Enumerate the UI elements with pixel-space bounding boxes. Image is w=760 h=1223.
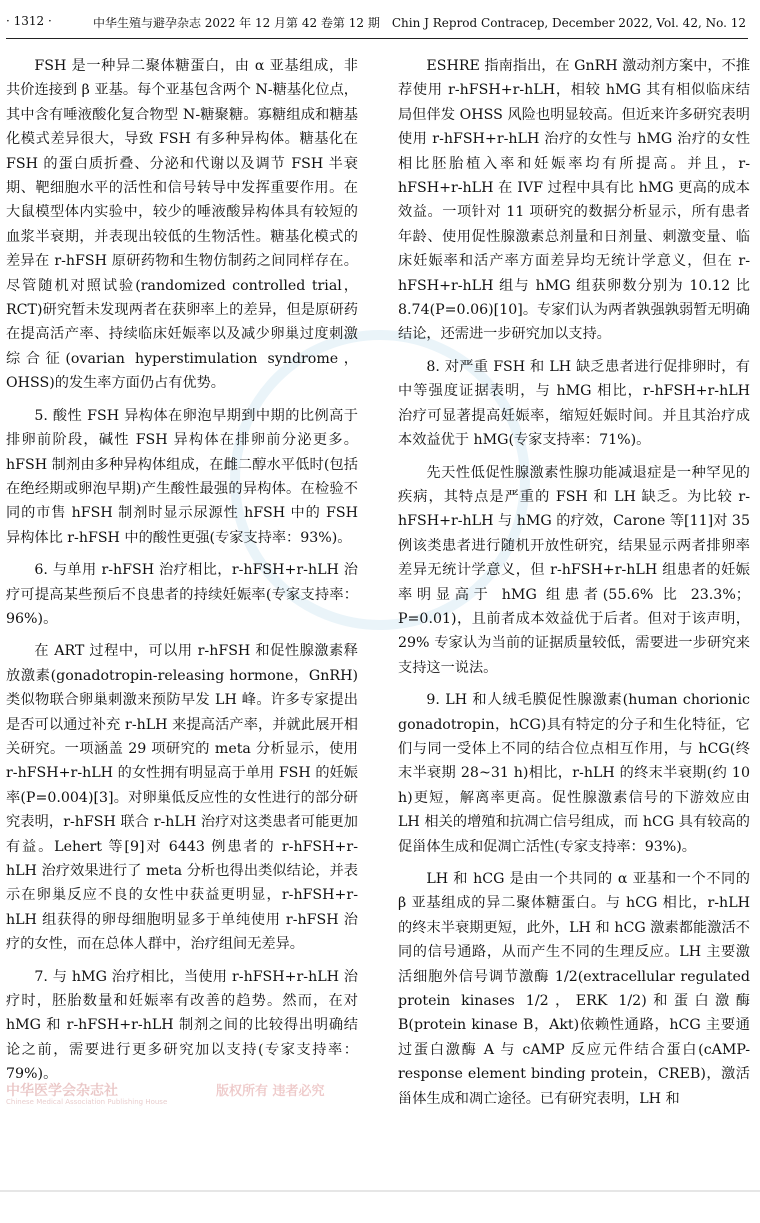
paragraph: 5. 酸性 FSH 异构体在卵泡早期到中期的比例高于排卵前阶段，碱性 FSH 异构体在排卵前分泌更多。hFSH 制剂由多种异构体组成，在雌二醇水平低时(包括在绝经期或卵泡早期)产生酸性最强的异构体。在检验不同的市售 hFSH 制剂时显示尿源性 hFSH 中的 FSH 异构体比 r-hFSH 中的酸性更强(专家支持率：93%)。 — [6, 407, 358, 546]
paragraph: 7. 与 hMG 治疗相比，当使用 r-hFSH+r-hLH 治疗时，胚胎数量和妊娠率有改善的趋势。然而，在对 hMG 和 r-hFSH+r-hLH 制剂之间的比较得出明确结论之前，需要进行更多研究加以支持(专家支持率：79%)。 — [6, 968, 358, 1083]
left-column — [6, 54, 358, 1087]
paragraph: ESHRE 指南指出，在 GnRH 激动剂方案中，不推荐使用 r-hFSH+r-hLH，相较 hMG 其有相似临床结局但伴发 OHSS 风险也明显较高。但近来许多研究表明使用 r-hFSH+r-hLH 治疗的女性与 hMG 治疗的女性相比胚胎植入率和妊娠率均有所提高。并且，r-hFSH+r-hLH 在 IVF 过程中具有比 hMG 更高的成本效益。一项针对 11 项研究的数据分析显示，所有患者年龄、使用促性腺激素总剂量和日剂量、刺激变量、临床妊娠率和活产率方面差异均无统计学意义，但在 r-hFSH+r-hLH 组与 hMG 组获卵数分别为 10.12 比 8.74(P=0.06)[10]。专家们认为两者孰强孰弱暂无明确结论，还需进一步研究加以支持。 — [398, 58, 750, 343]
paragraph: 8. 对严重 FSH 和 LH 缺乏患者进行促排卵时，有中等强度证据表明，与 hMG 相比，r-hFSH+r-hLH 治疗可显著提高妊娠率，缩短妊娠时间。并且其治疗成本效益优于 hMG(专家支持率：71%)。 — [398, 358, 750, 449]
paragraph: 6. 与单用 r-hFSH 治疗相比，r-hFSH+r-hLH 治疗可提高某些预后不良患者的持续妊娠率(专家支持率：96%)。 — [6, 562, 358, 627]
publisher-logo — [6, 1078, 336, 1108]
paragraph: 9. LH 和人绒毛膜促性腺激素(human chorionic gonadotropin，hCG)具有特定的分子和生化特征，它们与同一受体上不同的结合位点相互作用，与 hCG(终末半衰期 28~31 h)相比，r-hLH 的终末半衰期(约 10 h)更短，解离率更高。促性腺激素信号的下游效应由 LH 相关的增殖和抗凋亡信号组成，而 hCG 具有较高的促甾体生成和促凋亡活性(专家支持率：93%)。 — [398, 692, 750, 855]
page-bottom-edge — [0, 1190, 760, 1192]
page-number: · 1312 · — [6, 14, 52, 28]
copyright-slogan: 版权所有 违者必究 — [216, 1084, 325, 1099]
publisher-name-en: Chinese Medical Association Publishing House — [6, 1098, 168, 1106]
paragraph: 先天性低促性腺激素性腺功能减退症是一种罕见的疾病，其特点是严重的 FSH 和 LH 缺乏。为比较 r-hFSH+r-hLH 与 hMG 的疗效，Carone 等[11]对 35 例该类患者进行随机开放性研究，结果显示两者排卵率差异无统计学意义，但 r-hFSH+r-hLH 组患者的妊娠率明显高于 hMG 组患者(55.6% 比 23.3%；P=0.01)，且前者成本效益优于后者。但对于该声明，29% 专家认为当前的证据质量较低，需要进一步研究来支持这一说法。 — [398, 464, 750, 676]
paragraph: 在 ART 过程中，可以用 r-hFSH 和促性腺激素释放激素(gonadotropin-releasing hormone，GnRH)类似物联合卵巢刺激来预防早发 LH 峰。许多专家提出是否可以通过补充 r-hLH 来提高活产率，并就此展开相关研究。一项涵盖 29 项研究的 meta 分析显示，使用 r-hFSH+r-hLH 的女性拥有明显高于单用 FSH 的妊娠率(P=0.004)[3]。对卵巢低反应性的女性进行的部分研究表明，r-hFSH 联合 r-hLH 治疗对这类患者可能更加有益。Lehert 等[9]对 6443 例患者的 r-hFSH+r-hLH 治疗效果进行了 meta 分析也得出类似结论，并表示在卵巢反应不良的女性中获益更明显，r-hFSH+r-hLH 组获得的卵母细胞明显多于单纯使用 r-hFSH 治疗的女性，而在总体人群中，治疗组间无差异。 — [6, 643, 358, 953]
right-column — [398, 54, 750, 1111]
header-rule — [6, 38, 748, 39]
journal-running-title: 中华生殖与避孕杂志 2022 年 12 月第 42 卷第 12 期 Chin J Reprod Contracep, December 2022, Vol. 42, No. 12 — [92, 16, 746, 30]
publisher-name: 中华医学会杂志社 — [6, 1083, 118, 1099]
paragraph: LH 和 hCG 是由一个共同的 α 亚基和一个不同的 β 亚基组成的异二聚体糖蛋白。与 hCG 相比，r-hLH 的终末半衰期更短，此外，LH 和 hCG 激素都能激活不同的信号通路，从而产生不同的生理反应。LH 主要激活细胞外信号调节激酶 1/2(extracellular regulated protein kinases 1/2，ERK 1/2)和蛋白激酶 B(protein kinase B，Akt)依赖性通路，hCG 主要通过蛋白激酶 A 与 cAMP 反应元件结合蛋白(cAMP-response element binding protein，CREB)，激活甾体生成和凋亡途径。已有研究表明，LH 和 — [398, 871, 750, 1107]
paragraph: FSH 是一种异二聚体糖蛋白，由 α 亚基组成，非共价连接到 β 亚基。每个亚基包含两个 N-糖基化位点，其中含有唾液酸化复合物型 N-糖聚糖。寡糖组成和糖基化模式差异很大，导致 FSH 有多种异构体。糖基化在 FSH 的蛋白质折叠、分泌和代谢以及调节 FSH 半衰期、靶细胞水平的活性和信号转导中发挥重要作用。在大鼠模型体内实验中，较少的唾液酸异构体具有较短的血浆半衰期，并表现出较低的生物活性。糖基化模式的差异在 r-hFSH 原研药物和生物仿制药之间同样存在。尽管随机对照试验(randomized controlled trial，RCT)研究暂未发现两者在获卵率上的差异，但是原研药在提高活产率、持续临床妊娠率以及减少卵巢过度刺激综合征(ovarian hyperstimulation syndrome，OHSS)的发生率方面仍占有优势。 — [6, 58, 358, 392]
